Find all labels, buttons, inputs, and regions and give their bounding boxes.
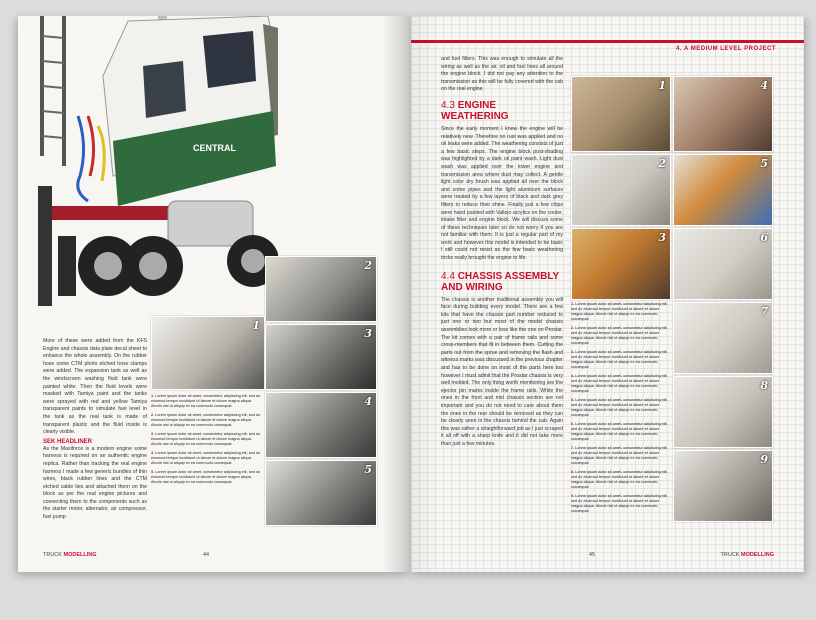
photo-number: 2	[364, 259, 372, 272]
photo-number: 5	[364, 463, 372, 476]
chassis-photo-8: 8	[673, 376, 773, 448]
engine-photo-5	[265, 460, 377, 526]
right-page	[411, 16, 804, 572]
right-footer: TRUCK MODELLING	[720, 552, 774, 558]
section-heading-chassis-assembly: 4.4 CHASSIS ASSEMBLY AND WIRING	[441, 270, 560, 293]
section-heading-engine-weathering: 4.3 ENGINE WEATHERING	[441, 99, 509, 122]
magazine-spread	[18, 16, 804, 572]
photo-number: 4	[364, 395, 372, 408]
caption: 7. Lorem ipsum dolor sit amet, consectetur adipiscing elit, sed do eiusmod tempor incididunt ut labore et dolore magna aliqua. Aboris nisi ut aliquip ex ea commodo consequat.	[571, 446, 668, 465]
body-paragraph: The chassis is another traditional assembly you will face during building every model. There are a few kits that have the chassis part number reduced to just one or two but most of the model chassis assemblies look more or less like the one on Prostar. The kit comes with a pair of frame rails and some cross-members that fit in between them. Cutting the parts out from the sprue and removing the flash and witness marks was discussed in the previous chapter and has to be done on most of the parts here too however I must admit that the Prostar chassis is very well molded. The only thing worth mentioning are the ejector pin marks inside the frame rails. While the ones in the front and mid chassis section are not important and you do not need to care about them the ones in the rear should be removed as they can be clearly seen in the chassis behind the cab. Again this was rather a straightforward job as I just scraped it all off with a sharp knife and it did not take more than just a few minutes.	[441, 296, 563, 447]
body-paragraph: Since the early moment I knew the engine will be relatively new. Therefore no rust was applied and no oil leaks were added. The weathering consists of just a few basic steps. The engine block post-shading was highlighted by a dark oil paint wash. Light dust wash was applied over the lower engine and transmission area where dust may collect. A gentle light color dry brush was applied all over the block and some pipes and the light aluminum surfaces were treated by a few layers of black and dark grey filters to reduce their shine. Finally just a few chips were hand painted with Vallejo acrylics on the cooler, intake filter and engine block. We will discuss some of these techniques later so do not worry if you are not familiar with them. It is just a regular part of my work and however this model is intended to be basic I still could not resist as the few basic weathering tricks really brought the engine to life.	[441, 125, 563, 262]
caption: 4. Lorem ipsum dolor sit amet, consectetur adipiscing elit, sed do eiusmod tempor incididunt ut labore et dolore magna aliqua. Aboris nisi ut aliquip ex ea commodo consequat.	[571, 374, 668, 393]
chassis-photo-7: 7	[673, 302, 773, 374]
body-paragraph: As the Maxiforce is a modern engine some harness is required on an authentic engine replica. Rather than tracking the real engine harness I made a few generic bundles of thin wires, black rubber lines and the CTM etched cable ties and attached them on the block as per the real engine pictures and connecting them to the components such as the starter motor, alternator, air compressor, fuel pump	[43, 445, 147, 521]
right-body-column	[441, 56, 563, 449]
process-photo-1: 1	[571, 76, 671, 152]
engine-photo-4	[265, 392, 377, 458]
caption: 3. Lorem ipsum dolor sit amet, consectetur adipiscing elit, sed do eiusmod tempor incididunt ut labore et dolore magna aliqua. Aboris nisi ut aliquip ex ea commodo consequat.	[571, 350, 668, 369]
chapter-tag: 4. A MEDIUM LEVEL PROJECT	[676, 46, 776, 52]
top-accent-bar	[411, 40, 804, 43]
left-footer: TRUCK MODELLING	[43, 552, 97, 558]
left-body-column	[43, 338, 147, 522]
paint-jars-photo	[151, 316, 265, 390]
process-photo-6: 6	[673, 228, 773, 300]
truck-cab-photo	[18, 16, 278, 336]
caption: 3. Lorem ipsum dolor sit amet, consectetur adipiscing elit, sed do eiusmod tempor incididunt ut labore et dolore magna aliqua. Aboris nisi ut aliquip ex ea commodo consequat.	[151, 432, 261, 446]
caption: 4. Lorem ipsum dolor sit amet, consectetur adipiscing elit, sed do eiusmod tempor incididunt ut labore et dolore magna aliqua. Aboris nisi ut aliquip ex ea commodo consequat.	[151, 451, 261, 465]
truck-logo: CENTRAL	[193, 143, 236, 153]
caption: 5. Lorem ipsum dolor sit amet, consectetur adipiscing elit, sed do eiusmod tempor incididunt ut labore et dolore magna aliqua. Aboris nisi ut aliquip ex ea commodo consequat.	[571, 398, 668, 417]
engine-photo-3	[265, 324, 377, 390]
caption: 8. Lorem ipsum dolor sit amet, consectetur adipiscing elit, sed do eiusmod tempor incididunt ut labore et dolore magna aliqua. Aboris nisi ut aliquip ex ea commodo consequat.	[571, 470, 668, 489]
body-paragraph: More of these were added from the KFS Engine and chassis data plate decal sheet to enhance the whole assembly. On the rubber hose some CTM photo etched hose clamps were added. The expansion tank as well as the windscreen washing fluid tank were painted white. Then the fluid levels were masked with Tamiya paint and the tanks were sprayed with red and yellow Tamiya transparent paints to simulate fuel level in the tank as the real tank is made of transparent plastic and the fluid inside is clearly visible.	[43, 338, 147, 436]
caption: 2. Lorem ipsum dolor sit amet, consectetur adipiscing elit, sed do eiusmod tempor incididunt ut labore et dolore magna aliqua. Aboris nisi ut aliquip ex ea commodo consequat.	[571, 326, 668, 345]
caption: 1. Lorem ipsum dolor sit amet, consectetur adipiscing elit, sed do eiusmod tempor incididunt ut labore et dolore magna aliqua. Aboris nisi ut aliquip ex ea commodo consequat.	[571, 302, 668, 321]
caption: 9. Lorem ipsum dolor sit amet, consectetur adipiscing elit, sed do eiusmod tempor incididunt ut labore et dolore magna aliqua. Aboris nisi ut aliquip ex ea commodo consequat.	[571, 494, 668, 513]
caption: 2. Lorem ipsum dolor sit amet, consectetur adipiscing elit, sed do eiusmod tempor incididunt ut labore et dolore magna aliqua. Aboris nisi ut aliquip ex ea commodo consequat.	[151, 413, 261, 427]
subheading: SEK HEADLINER	[43, 438, 93, 445]
left-page-number: 44	[203, 552, 210, 558]
process-photo-2: 2	[571, 154, 671, 226]
process-photo-4: 4	[673, 76, 773, 152]
caption-column	[151, 394, 261, 489]
engine-photo-2	[265, 256, 377, 322]
chassis-photo-9: 9	[673, 450, 773, 522]
process-photo-5: 5	[673, 154, 773, 226]
caption: 5. Lorem ipsum dolor sit amet, consectetur adipiscing elit, sed do eiusmod tempor incididunt ut labore et dolore magna aliqua. Aboris nisi ut aliquip ex ea commodo consequat.	[151, 470, 261, 484]
process-photo-3: 3	[571, 228, 671, 300]
left-page	[18, 16, 411, 572]
photo-number: 1	[252, 319, 260, 332]
caption: 1. Lorem ipsum dolor sit amet, consectetur adipiscing elit, sed do eiusmod tempor incididunt ut labore et dolore magna aliqua. Aboris nisi ut aliquip ex ea commodo consequat.	[151, 394, 261, 408]
photo-number: 3	[364, 327, 372, 340]
caption: 6. Lorem ipsum dolor sit amet, consectetur adipiscing elit, sed do eiusmod tempor incididunt ut labore et dolore magna aliqua. Aboris nisi ut aliquip ex ea commodo consequat.	[571, 422, 668, 441]
body-paragraph: and fuel filters. This was enough to simulate all the wiring as well as the air, oil and fuel lines all around the engine block. I did not pay any attention to the transmission as this will be fully covered with the cab on the real engine.	[441, 56, 563, 93]
caption-column-top	[571, 302, 669, 518]
right-page-number: 45	[589, 552, 596, 558]
